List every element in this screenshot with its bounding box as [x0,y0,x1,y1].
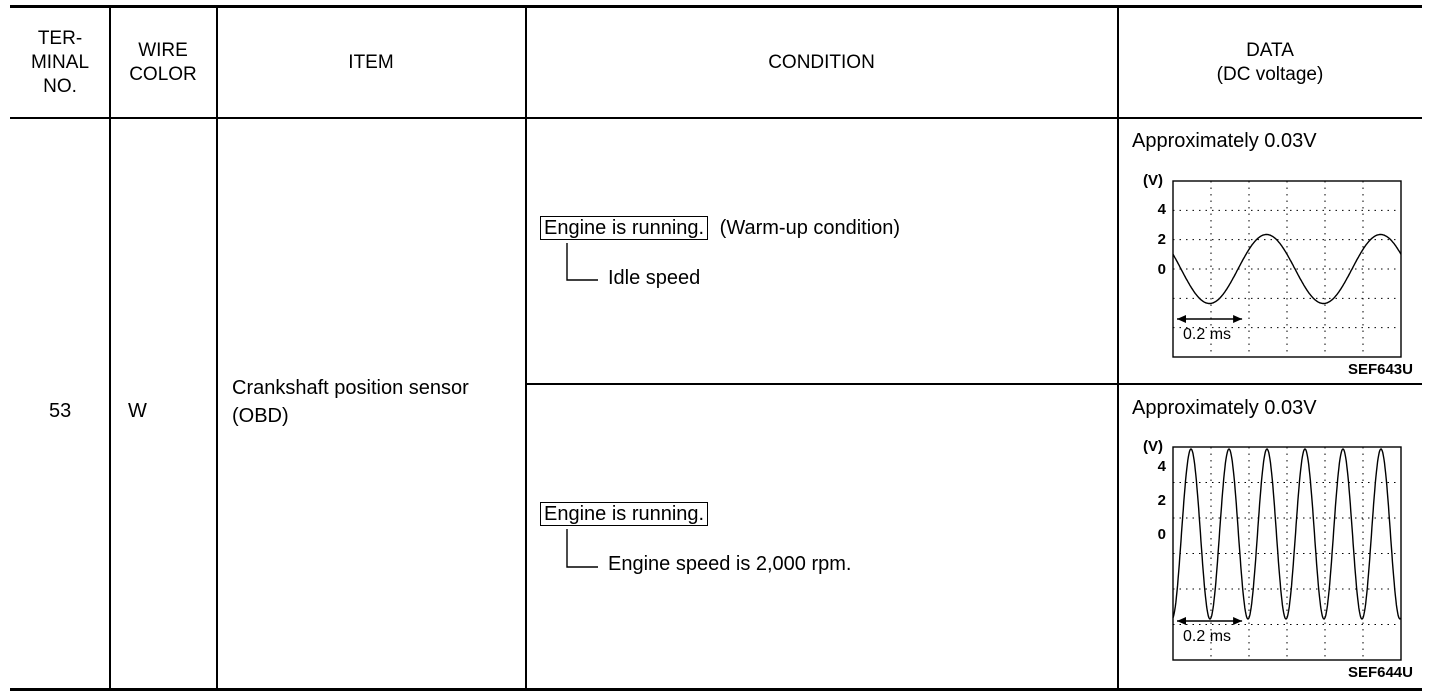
arrow-right-icon [1233,315,1242,323]
header-data [1118,8,1422,118]
time-scale-label: 0.2 ms [1183,326,1232,343]
axis-unit-label: (V) [1143,438,1163,455]
header-condition: CONDITION [768,52,875,73]
condition-box: Engine is running. [540,216,708,240]
data-value-1: Approximately 0.03V [1132,130,1317,152]
oscilloscope-2 [1130,432,1415,680]
header-terminal-no [10,8,110,118]
table-bottom-border [10,688,1422,691]
axis-unit-label: (V) [1143,172,1163,189]
arrow-left-icon [1177,315,1186,323]
condition-qualifier: (Warm-up condition) [719,217,901,239]
item-name [232,374,469,430]
y-tick-label: 0 [1157,261,1166,278]
item-name-line: Crankshaft position sensor [232,377,469,399]
condition-1-sub: Idle speed [608,267,701,289]
waveform-plot [1130,165,1415,380]
figure-code: SEF643U [1347,361,1413,378]
condition-1-state [540,215,900,241]
header-item: ITEM [348,52,394,73]
wire-color: W [128,400,147,422]
row-divider [526,383,1422,385]
y-tick-label: 4 [1157,458,1166,475]
figure-code: SEF644U [1347,664,1413,681]
y-tick-label: 0 [1157,526,1166,543]
time-scale-label: 0.2 ms [1183,628,1232,645]
arrow-right-icon [1233,617,1242,625]
waveform-trace [1173,235,1401,304]
header-terminal-line: NO. [43,76,77,97]
header-wire-line: COLOR [129,64,197,85]
condition-2-sub: Engine speed is 2,000 rpm. [608,553,852,575]
y-tick-label: 2 [1157,231,1166,248]
waveform-plot [1130,432,1415,680]
y-tick-label: 4 [1157,201,1166,218]
item-name-line: (OBD) [232,405,289,427]
condition-box: Engine is running. [540,502,708,526]
header-terminal-line: TER- [37,28,83,49]
terminal-number: 53 [49,400,72,422]
header-wire-line: WIRE [138,40,188,61]
oscilloscope-1 [1130,165,1415,380]
data-value-2: Approximately 0.03V [1132,397,1317,419]
y-tick-label: 2 [1157,492,1166,509]
tree-connector-icon [560,529,600,575]
tree-connector-icon [560,243,600,287]
header-terminal-line: MINAL [30,52,90,73]
header-data-line: (DC voltage) [1216,64,1324,85]
arrow-left-icon [1177,617,1186,625]
condition-2-state [540,501,708,527]
header-data-line: DATA [1246,40,1294,61]
header-wire-color [110,8,216,118]
